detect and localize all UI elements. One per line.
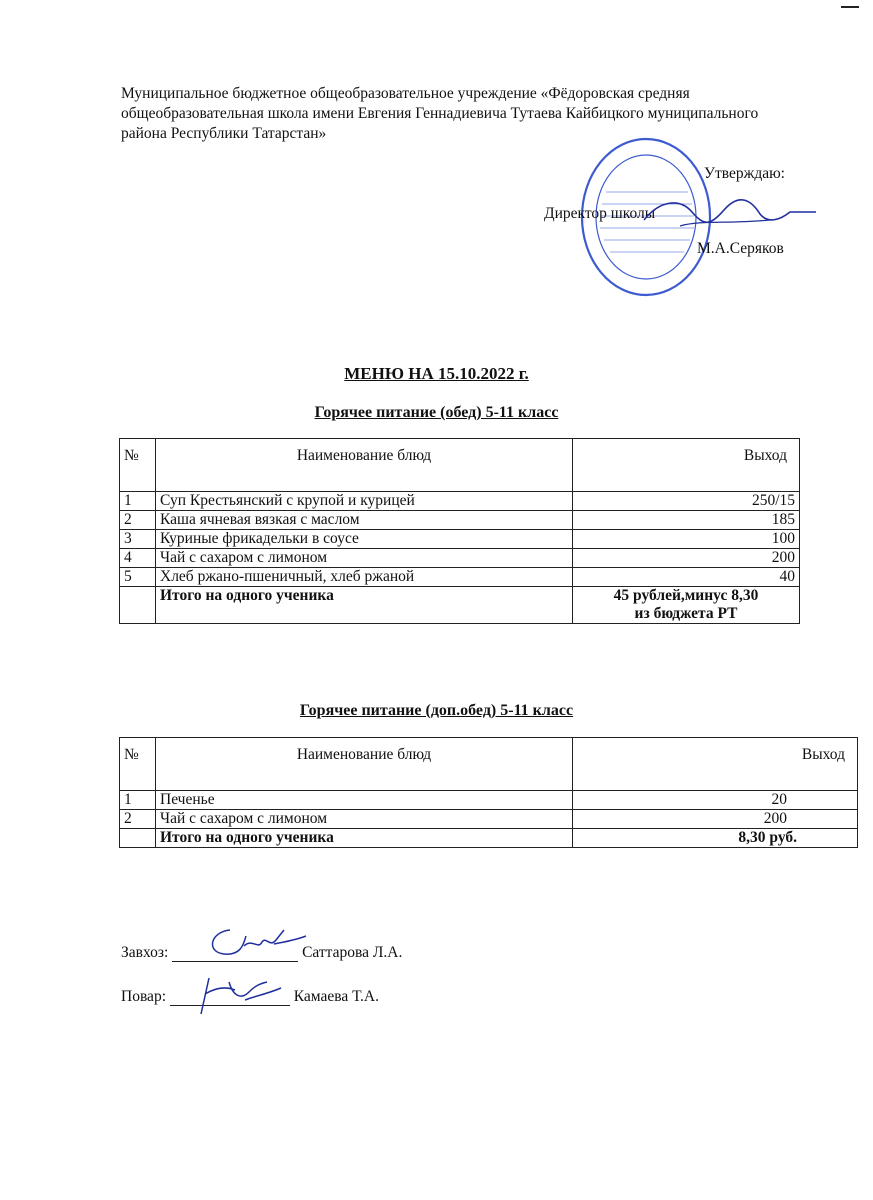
scan-mark xyxy=(841,6,859,8)
row-number: 1 xyxy=(120,492,156,511)
total-label: Итого на одного ученика xyxy=(156,829,573,848)
extra-lunch-table xyxy=(119,737,858,848)
table-row xyxy=(120,549,800,568)
dish-name: Куриные фрикадельки в соусе xyxy=(156,530,573,549)
dish-name: Суп Крестьянский с крупой и курицей xyxy=(156,492,573,511)
row-number: 2 xyxy=(120,810,156,829)
lunch-total-row xyxy=(120,587,800,624)
row-number: 3 xyxy=(120,530,156,549)
table-row xyxy=(120,568,800,587)
total-value xyxy=(573,587,800,624)
cook-label: Повар: xyxy=(121,988,166,1005)
dish-name: Хлеб ржано-пшеничный, хлеб ржаной xyxy=(156,568,573,587)
table-row xyxy=(120,511,800,530)
table-row xyxy=(120,530,800,549)
extra-lunch-title: Горячее питание (доп.обед) 5-11 класс xyxy=(299,702,574,719)
lunch-table xyxy=(119,438,800,624)
table-row xyxy=(120,791,858,810)
lunch-table-header xyxy=(120,439,800,492)
director-signature xyxy=(640,190,820,236)
storekeeper-label: Завхоз: xyxy=(121,944,169,961)
dish-output: 20 xyxy=(573,791,858,810)
column-header-output: Выход xyxy=(573,738,858,791)
total-value-line2: из бюджета РТ xyxy=(634,605,738,622)
extra-lunch-total-row xyxy=(120,829,858,848)
cook-signature xyxy=(195,970,285,1020)
total-label: Итого на одного ученика xyxy=(156,587,573,624)
storekeeper-name: Саттарова Л.А. xyxy=(302,944,403,961)
approve-label: Утверждаю: xyxy=(704,165,785,182)
total-empty-cell xyxy=(120,587,156,624)
dish-name: Каша ячневая вязкая с маслом xyxy=(156,511,573,530)
menu-title: МЕНЮ НА 15.10.2022 г. xyxy=(344,364,529,383)
dish-output: 185 xyxy=(573,511,800,530)
row-number: 5 xyxy=(120,568,156,587)
cook-name: Камаева Т.А. xyxy=(293,988,379,1005)
dish-output: 40 xyxy=(573,568,800,587)
dish-output: 200 xyxy=(573,810,858,829)
column-header-dish: Наименование блюд xyxy=(156,738,573,791)
organization-header: Муниципальное бюджетное общеобразовательное учреждение «Фёдоровская средняя общеобразовательная школа имени Евгения Геннадиевича Тутаева Кайбицкого муниципального района Республики Татарстан» xyxy=(121,85,759,142)
table-row xyxy=(120,810,858,829)
dish-name: Чай с сахаром с лимоном xyxy=(156,810,573,829)
dish-output: 200 xyxy=(573,549,800,568)
director-label: Директор школы xyxy=(544,205,656,222)
column-header-number: № xyxy=(120,738,156,791)
row-number: 4 xyxy=(120,549,156,568)
director-name: М.А.Серяков xyxy=(697,240,784,257)
column-header-number: № xyxy=(120,439,156,492)
storekeeper-signature xyxy=(200,922,310,962)
total-empty-cell xyxy=(120,829,156,848)
table-row xyxy=(120,492,800,511)
column-header-output: Выход xyxy=(573,439,800,492)
column-header-dish: Наименование блюд xyxy=(156,439,573,492)
row-number: 1 xyxy=(120,791,156,810)
dish-output: 100 xyxy=(573,530,800,549)
dish-name: Печенье xyxy=(156,791,573,810)
extra-lunch-table-header xyxy=(120,738,858,791)
row-number: 2 xyxy=(120,511,156,530)
total-value: 8,30 руб. xyxy=(573,829,858,848)
total-value-line1: 45 рублей,минус 8,30 xyxy=(613,587,759,604)
dish-name: Чай с сахаром с лимоном xyxy=(156,549,573,568)
dish-output: 250/15 xyxy=(573,492,800,511)
lunch-title: Горячее питание (обед) 5-11 класс xyxy=(314,404,559,421)
